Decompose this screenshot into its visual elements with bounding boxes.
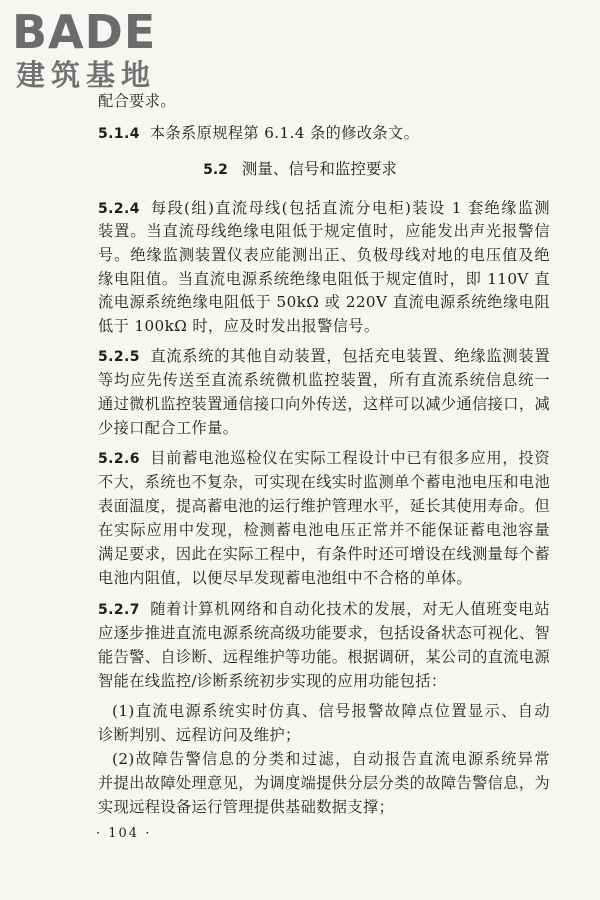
clause-number: 5.2.5 xyxy=(98,349,140,365)
text-line: 能告警、自诊断、远程维护等功能。根据调研，某公司的直流电源 xyxy=(98,648,551,666)
clause-text: 本条系原规程第 6.1.4 条的修改条文。 xyxy=(149,124,420,142)
text-line: 流电源系统绝缘电阻低于 50kΩ 或 220V 直流电源系统绝缘电阻 xyxy=(98,293,550,311)
text-line: 少接口配合工作量。 xyxy=(98,419,239,437)
text-line: 满足要求，因此在实际工程中，有条件时还可增设在线测量每个蓄 xyxy=(98,545,551,563)
text-line: 诊断判别、远程访问及维护； xyxy=(98,726,301,744)
text-line: 缘电阻值。当直流电源系统绝缘电阻低于规定值时，即 110V 直 xyxy=(98,270,550,288)
text-line: 通过微机监控装置通信接口向外传送，这样可以减少通信接口，减 xyxy=(98,395,551,413)
text-line: 装置。当直流母线绝缘电阻低于规定值时，应能发出声光报警信 xyxy=(98,222,550,240)
text-line: 低于 100kΩ 时，应及时发出报警信号。 xyxy=(98,317,380,335)
clause-text: 随着计算机网络和自动化技术的发展，对无人值班变电站 xyxy=(149,600,550,618)
text-line: 配合要求。 xyxy=(98,92,176,110)
clause-number: 5.2.6 xyxy=(98,451,140,467)
clause-text: 目前蓄电池巡检仪在实际工程设计中已有很多应用，投资 xyxy=(149,449,550,467)
clause-number: 5.1.4 xyxy=(98,126,140,142)
text-line: 电池内阻值，以便尽早发现蓄电池组中不合格的单体。 xyxy=(98,569,473,587)
text-line: 应逐步推进直流电源系统高级功能要求，包括设备状态可视化、智 xyxy=(98,624,551,642)
logo-subtitle: 建筑基地 xyxy=(16,58,157,92)
clause-5-2-4 xyxy=(98,197,550,220)
text-line: 号。绝缘监测装置仪表应能测出正、负极母线对地的电压值及绝 xyxy=(98,246,550,264)
list-item-1: (1)直流电源系统实时仿真、信号报警故障点位置显示、自动 xyxy=(112,702,550,720)
page-number: · 104 · xyxy=(96,826,152,841)
text-line: 表面温度，提高蓄电池的运行维护管理水平，延长其使用寿命。但 xyxy=(98,497,551,515)
clause-5-2-7 xyxy=(98,598,550,621)
list-item-2: (2)故障告警信息的分类和过滤，自动报告直流电源系统异常 xyxy=(112,750,550,768)
section-number: 5.2 xyxy=(203,162,228,178)
clause-number: 5.2.4 xyxy=(98,201,140,217)
text-line: 智能在线监控/诊断系统初步实现的应用功能包括： xyxy=(98,672,447,690)
text-line: 不大，系统也不复杂，可实现在线实时监测单个蓄电池电压和电池 xyxy=(98,473,551,491)
section-title: 测量、信号和监控要求 xyxy=(241,160,397,178)
clause-5-2-5 xyxy=(98,345,550,368)
clause-text: 每段(组)直流母线(包括直流分电柜)装设 1 套绝缘监测 xyxy=(149,199,550,217)
clause-5-2-6 xyxy=(98,447,550,470)
clause-number: 5.2.7 xyxy=(98,602,140,618)
text-line: 在实际应用中发现，检测蓄电池电压正常并不能保证蓄电池容量 xyxy=(98,521,550,539)
text-line: 实现远程设备运行管理提供基础数据支撑； xyxy=(98,798,395,816)
logo-wordmark: BADE xyxy=(12,5,157,59)
text-line: 并提出故障处理意见，为调度端提供分层分类的故障告警信息，为 xyxy=(98,774,551,792)
clause-text: 直流系统的其他自动装置，包括充电装置、绝缘监测装置 xyxy=(149,347,550,365)
section-heading xyxy=(0,158,600,181)
clause-5-1-4 xyxy=(98,122,550,145)
text-line: 等均应先传送至直流系统微机监控装置，所有直流系统信息统一 xyxy=(98,371,550,389)
